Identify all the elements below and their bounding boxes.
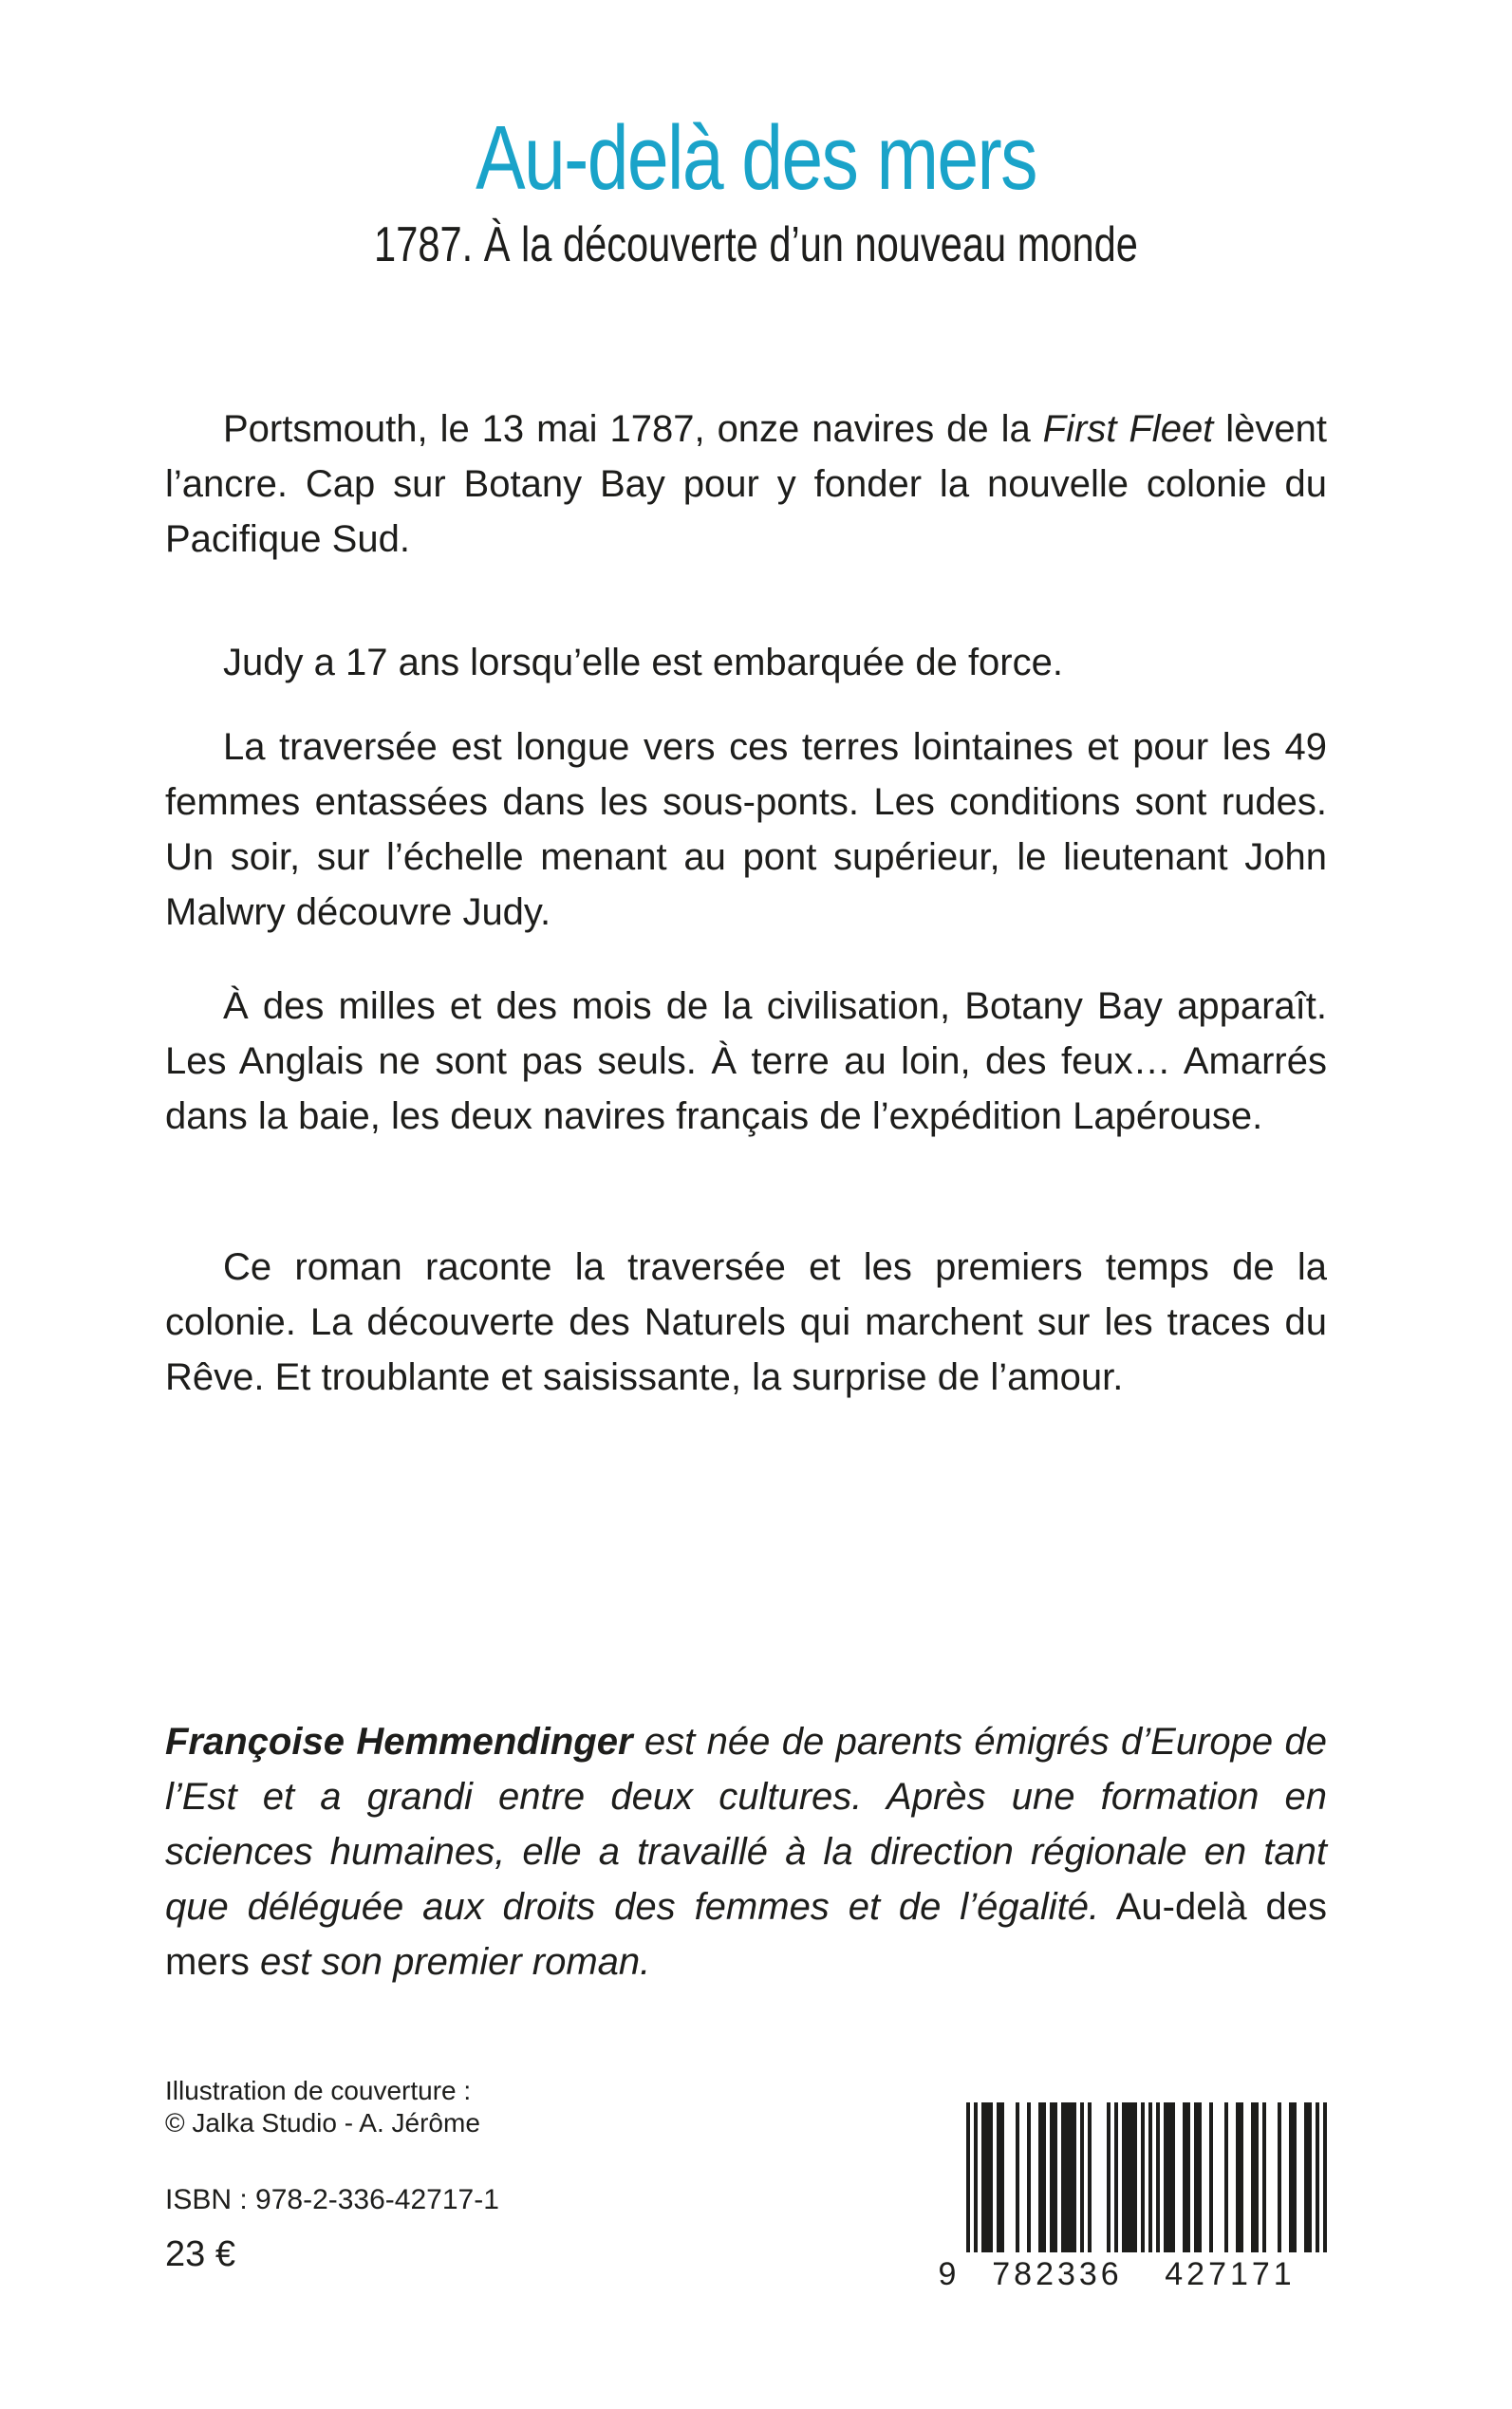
barcode-bar <box>1308 2102 1312 2252</box>
barcode-bar <box>1080 2102 1084 2252</box>
barcode-bar <box>966 2102 970 2271</box>
barcode-bar <box>985 2102 989 2252</box>
barcode-bar <box>1069 2102 1073 2252</box>
barcode-bar <box>1251 2102 1255 2252</box>
summary-p4-text: À des milles et des mois de la civilisation, Botany Bay apparaît. Les Anglais ne sont pas seuls. À terre au loin, des feux… Amarrés dans la baie, les deux navires français de l’expédition Lapérouse. <box>165 985 1327 1137</box>
barcode-bars <box>966 2102 1327 2271</box>
barcode-bar <box>1000 2102 1004 2252</box>
barcode-bar <box>1164 2102 1167 2252</box>
book-subtitle: 1787. À la découverte d’un nouveau monde <box>374 217 1138 272</box>
barcode-digits-left: 782336 <box>992 2256 1123 2292</box>
author-name: Françoise Hemmendinger <box>165 1721 633 1763</box>
barcode-bar <box>1042 2102 1046 2252</box>
summary-p2-text: Judy a 17 ans lorsqu’elle est embarquée de force. <box>223 642 1063 683</box>
barcode-bar <box>1171 2102 1175 2252</box>
barcode-bar <box>1054 2102 1057 2252</box>
barcode-bar <box>1304 2102 1308 2252</box>
summary-paragraph-3 <box>165 719 1327 940</box>
summary-paragraph-4 <box>165 979 1327 1144</box>
barcode-bar <box>1027 2102 1031 2252</box>
barcode-bar <box>1114 2102 1118 2252</box>
barcode-bar <box>1194 2102 1198 2252</box>
summary-p5-text: Ce roman raconte la traversée et les premiers temps de la colonie. La découverte des Naturels qui marchent sur les traces du Rêve. Et troublante et saisissante, la surprise de l’amour. <box>165 1246 1327 1398</box>
barcode-bar <box>1073 2102 1076 2252</box>
summary-p3-text: La traversée est longue vers ces terres lointaines et pour les 49 femmes entassées dans les sous-ponts. Les conditions sont rudes. Un soir, sur l’échelle menant au pont supérieur, le lieutenant John Malwry découvre Judy. <box>165 726 1327 933</box>
isbn-barcode <box>932 2102 1327 2292</box>
barcode-bar <box>1289 2102 1293 2252</box>
barcode-bar <box>974 2102 978 2271</box>
summary-paragraph-1 <box>165 402 1327 567</box>
barcode-bar <box>1122 2102 1126 2252</box>
barcode-bar <box>1088 2102 1092 2252</box>
author-bio-text: est née de parents émigrés d’Europe de l’Est et a grandi entre deux cultures. Après une formation en sciences humaines, elle a travaillé à la direction régionale en tant que déléguée aux droits des femmes et de l’égalité. <box>165 1721 1327 1928</box>
barcode-bar <box>1050 2102 1054 2252</box>
barcode-bar <box>1129 2102 1133 2252</box>
barcode-bar <box>1061 2102 1065 2252</box>
barcode-bar <box>1016 2102 1019 2252</box>
barcode-bar <box>1236 2102 1240 2252</box>
book-title: Au-delà des mers <box>476 107 1036 209</box>
author-bio-ending: est son premier roman. <box>249 1941 651 1983</box>
barcode-bar <box>981 2102 985 2252</box>
price: 23 € <box>165 2234 235 2274</box>
summary-p1-end: lèvent l’ancre. Cap sur Botany Bay pour y fonder la nouvelle colonie du Pacifique Sud. <box>165 408 1327 560</box>
barcode-bar <box>1240 2102 1243 2252</box>
barcode-bar <box>1038 2102 1042 2252</box>
barcode-bar <box>989 2102 993 2252</box>
summary-paragraph-5 <box>165 1240 1327 1405</box>
barcode-bar <box>1209 2102 1213 2252</box>
barcode-bar <box>1126 2102 1129 2252</box>
barcode-bar <box>1141 2102 1145 2271</box>
author-bio-book-title: Au-delà des mers <box>165 1886 1328 1983</box>
barcode-bar <box>1148 2102 1152 2271</box>
barcode-bar <box>1167 2102 1171 2252</box>
barcode-bar <box>1186 2102 1190 2252</box>
barcode-bar <box>1224 2102 1228 2252</box>
credits-owner: © Jalka Studio - A. Jérôme <box>165 2108 480 2138</box>
barcode-bar <box>1156 2102 1160 2252</box>
summary-paragraph-2 <box>165 635 1327 690</box>
barcode-bar <box>1323 2102 1327 2271</box>
barcode-bar <box>1316 2102 1319 2271</box>
barcode-bar <box>1262 2102 1266 2252</box>
barcode-digits-right: 427171 <box>1165 2256 1296 2292</box>
barcode-bar <box>1065 2102 1069 2252</box>
credits-label: Illustration de couverture : <box>165 2076 472 2105</box>
isbn-number: ISBN : 978-2-336-42717-1 <box>165 2184 499 2215</box>
author-bio <box>165 1714 1327 1989</box>
barcode-bar <box>1107 2102 1111 2252</box>
barcode-bar <box>1293 2102 1297 2252</box>
barcode-bar <box>1278 2102 1281 2252</box>
barcode-bar <box>997 2102 1000 2252</box>
barcode-bar <box>1198 2102 1202 2252</box>
illustration-credits <box>165 2075 480 2139</box>
summary-p1-start: Portsmouth, le 13 mai 1787, onze navires de la <box>223 408 1043 450</box>
ship-fleet-name: First Fleet <box>1042 408 1214 450</box>
barcode-first-digit: 9 <box>938 2256 957 2292</box>
barcode-bar <box>1183 2102 1186 2252</box>
barcode-bar <box>1133 2102 1137 2252</box>
barcode-bar <box>1255 2102 1259 2252</box>
